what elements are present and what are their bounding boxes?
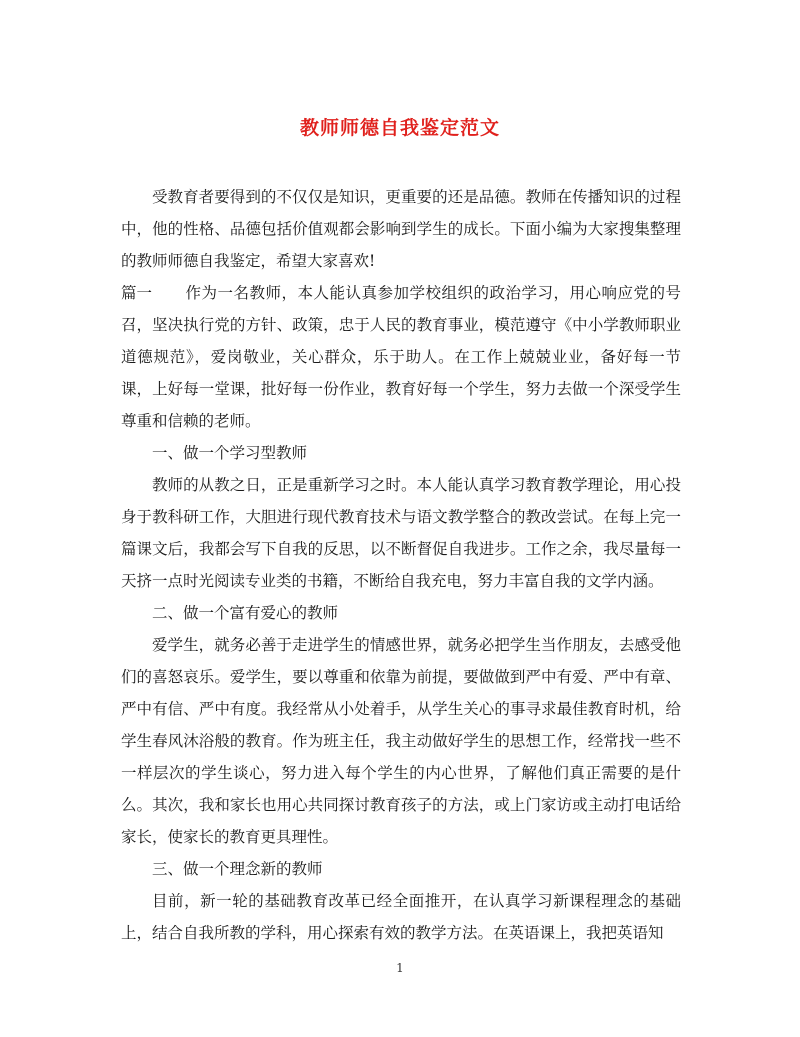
page-number: 1: [396, 961, 404, 975]
document-title: 教师师德自我鉴定范文: [299, 117, 500, 139]
section-heading-2: 二、做一个富有爱心的教师: [152, 604, 339, 622]
section-text-2: 爱学生，就务必善于走进学生的情感世界，就务必把学生当作朋友，去感受他们的喜怒哀乐。爱学生，要以尊重和依靠为前提，要做做到严中有爱、严中有章、严中有信、严中有度。我经常从小处着手，从学生关心的事寻求最佳教育时机，给学生春风沐浴般的教育。作为班主任，我主动做好学生的思想工作，经常找一些不一样层次的学生谈心，努力进入每个学生的内心世界，了解他们真正需要的是什么。其次，我和家长也用心共同探讨教育孩子的方法，或上门家访或主动打电话给家长，使家长的教育更具理性。: [121, 636, 681, 846]
section-text-1: 教师的从教之日，正是重新学习之时。本人能认真学习教育教学理论，用心投身于教科研工作，大胆进行现代教育技术与语文教学整合的教改尝试。在每上完一篇课文后，我都会写下自我的反思，以不断督促自我进步。工作之余，我尽量每一天挤一点时光阅读专业类的书籍，不断给自我充电，努力丰富自我的文学内涵。: [121, 476, 681, 590]
document-body: [121, 181, 681, 949]
intro-paragraph: 受教育者要得到的不仅仅是知识，更重要的还是品德。教师在传播知识的过程中，他的性格、品德包括价值观都会影响到学生的成长。下面小编为大家搜集整理的教师师德自我鉴定，希望大家喜欢!: [121, 188, 681, 270]
section-heading-1: 一、做一个学习型教师: [152, 444, 308, 462]
part-one-paragraph: [121, 277, 681, 437]
part-one-text: 作为一名教师，本人能认真参加学校组织的政治学习，用心响应党的号召，坚决执行党的方针、政策，忠于人民的教育事业，模范遵守《中小学教师职业道德规范》，爱岗敬业，关心群众，乐于助人。在工作上兢兢业业，备好每一节课，上好每一堂课，批好每一份作业，教育好每一个学生，努力去做一个深受学生尊重和信赖的老师。: [121, 284, 681, 430]
section-text-3: 目前，新一轮的基础教育改革已经全面推开，在认真学习新课程理念的基础上，结合自我所教的学科，用心探索有效的教学方法。在英语课上，我把英语知: [121, 892, 681, 942]
section-heading-3: 三、做一个理念新的教师: [152, 860, 323, 878]
part-label: 篇一: [121, 284, 153, 302]
